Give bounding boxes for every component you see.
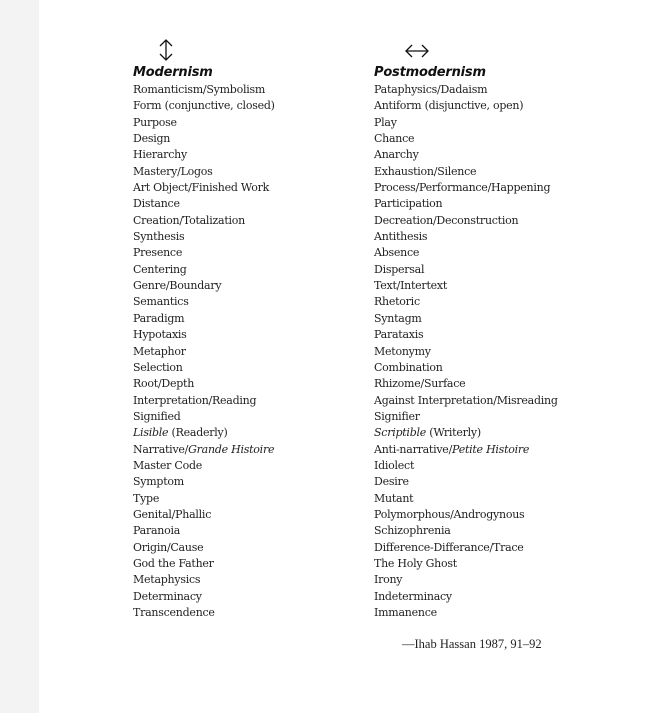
term-text: Immanence	[374, 606, 437, 619]
modernism-term	[133, 213, 363, 229]
term-text: Transcendence	[133, 606, 215, 619]
term-text: Absence	[374, 246, 420, 260]
term-text: God the Father	[133, 556, 214, 570]
term-text: Rhizome/Surface	[374, 377, 466, 391]
term-text: Romanticism/Symbolism	[133, 83, 266, 96]
term-text: Exhaustion/Silence	[374, 164, 477, 178]
modernism-term	[133, 327, 363, 343]
term-text: Symptom	[133, 475, 184, 489]
term-text: Decreation/Deconstruction	[374, 213, 519, 227]
postmodernism-term	[374, 474, 624, 490]
term-text: Metaphor	[133, 344, 186, 358]
term-text: Antithesis	[374, 230, 428, 244]
postmodernism-term	[374, 344, 624, 360]
modernism-term	[133, 278, 363, 294]
term-text: Presence	[133, 246, 183, 260]
term-text: Mastery/Logos	[133, 164, 213, 178]
italic-term: Petite Histoire	[452, 442, 530, 456]
modernism-list	[133, 82, 363, 621]
postmodernism-term	[374, 572, 624, 588]
postmodernism-term	[374, 229, 624, 245]
postmodernism-term	[374, 523, 624, 539]
term-text: Paranoia	[133, 524, 181, 538]
term-text: Centering	[133, 262, 187, 276]
modernism-term	[133, 458, 363, 474]
term-text: Distance	[133, 197, 180, 211]
term-text: Purpose	[133, 115, 177, 129]
term-text: Metonymy	[374, 344, 431, 358]
term-text: Design	[133, 132, 171, 146]
modernism-term	[133, 131, 363, 147]
postmodernism-term	[374, 147, 624, 163]
term-text: Hierarchy	[133, 148, 187, 162]
modernism-term	[133, 425, 363, 441]
postmodernism-term	[374, 425, 624, 441]
term-text: Chance	[374, 132, 415, 146]
term-text: Pataphysics/Dadaism	[374, 83, 488, 96]
postmodernism-term	[374, 115, 624, 131]
postmodernism-term	[374, 491, 624, 507]
postmodernism-term	[374, 98, 624, 114]
postmodernism-term	[374, 605, 624, 621]
modernism-term	[133, 164, 363, 180]
postmodernism-term	[374, 409, 624, 425]
italic-term: Lisible	[133, 426, 169, 440]
postmodernism-term	[374, 327, 624, 343]
postmodernism-term	[374, 311, 624, 327]
term-text: Dispersal	[374, 262, 425, 276]
term-text: Polymorphous/Androgynous	[374, 507, 525, 521]
term-text: Rhetoric	[374, 295, 420, 309]
term-text: Process/Performance/Happening	[374, 181, 551, 195]
modernism-term	[133, 523, 363, 539]
postmodernism-term	[374, 360, 624, 376]
modernism-term	[133, 245, 363, 261]
term-text: Mutant	[374, 491, 414, 505]
modernism-term	[133, 540, 363, 556]
term-text: Combination	[374, 360, 443, 374]
term-text: Genre/Boundary	[133, 279, 222, 293]
modernism-term	[133, 98, 363, 114]
modernism-term	[133, 589, 363, 605]
term-text: Syntagm	[374, 311, 422, 325]
term-text: Semantics	[133, 295, 189, 309]
postmodernism-term	[374, 458, 624, 474]
term-text: Irony	[374, 573, 403, 587]
postmodernism-term	[374, 180, 624, 196]
modernism-term	[133, 376, 363, 392]
postmodernism-term	[374, 131, 624, 147]
modernism-term	[133, 82, 363, 98]
term-text: Anti-narrative/	[374, 442, 453, 456]
term-text: (Writerly)	[426, 426, 481, 440]
modernism-column	[133, 36, 363, 621]
modernism-term	[133, 311, 363, 327]
modernism-term	[133, 180, 363, 196]
postmodernism-term	[374, 294, 624, 310]
term-text: Antiform (disjunctive, open)	[374, 99, 524, 113]
term-text: Difference-Differance/Trace	[374, 540, 524, 554]
italic-term: Scriptible	[374, 426, 427, 440]
postmodernism-term	[374, 245, 624, 261]
postmodernism-term	[374, 262, 624, 278]
term-text: Against Interpretation/Misreading	[374, 393, 558, 407]
document-page	[39, 0, 666, 713]
modernism-term	[133, 147, 363, 163]
term-text: Selection	[133, 360, 183, 374]
modernism-heading: Modernism	[133, 65, 213, 80]
term-text: Text/Intertext	[374, 279, 447, 293]
modernism-term	[133, 196, 363, 212]
modernism-term	[133, 491, 363, 507]
modernism-term	[133, 294, 363, 310]
postmodernism-term	[374, 82, 624, 98]
term-text: Idiolect	[374, 458, 415, 472]
term-text: Root/Depth	[133, 377, 195, 391]
postmodernism-term	[374, 507, 624, 523]
term-text: Paradigm	[133, 311, 185, 325]
modernism-term	[133, 229, 363, 245]
postmodernism-term	[374, 376, 624, 392]
postmodernism-term	[374, 540, 624, 556]
term-text: Creation/Totalization	[133, 213, 245, 227]
term-text: Master Code	[133, 458, 202, 472]
italic-term: Grande Histoire	[188, 442, 275, 456]
postmodernism-term	[374, 164, 624, 180]
postmodernism-term	[374, 196, 624, 212]
postmodernism-term	[374, 393, 624, 409]
term-text: Desire	[374, 475, 409, 489]
modernism-term	[133, 442, 363, 458]
term-text: Type	[133, 491, 160, 505]
term-text: Hypotaxis	[133, 328, 187, 342]
postmodernism-term	[374, 442, 624, 458]
postmodernism-term	[374, 213, 624, 229]
modernism-term	[133, 409, 363, 425]
modernism-term	[133, 344, 363, 360]
modernism-term	[133, 474, 363, 490]
postmodernism-column	[374, 36, 624, 621]
modernism-term	[133, 572, 363, 588]
term-text: Schizophrenia	[374, 524, 451, 538]
term-text: Signified	[133, 409, 181, 423]
modernism-term	[133, 360, 363, 376]
modernism-term	[133, 262, 363, 278]
term-text: Parataxis	[374, 328, 424, 342]
modernism-term	[133, 115, 363, 131]
postmodernism-list	[374, 82, 624, 621]
term-text: Anarchy	[374, 148, 419, 162]
term-text: Participation	[374, 197, 443, 211]
postmodernism-term	[374, 556, 624, 572]
arrow-container	[133, 36, 363, 64]
term-text: Signifier	[374, 409, 420, 423]
term-text: Form (conjunctive, closed)	[133, 99, 275, 113]
attribution: —Ihab Hassan 1987, 91–92	[402, 637, 542, 651]
term-text: Interpretation/Reading	[133, 393, 257, 407]
term-text: Synthesis	[133, 230, 185, 244]
term-text: Determinacy	[133, 589, 202, 603]
term-text: Genital/Phallic	[133, 507, 212, 521]
modernism-term	[133, 507, 363, 523]
term-text: Narrative/	[133, 442, 189, 456]
term-text: Metaphysics	[133, 573, 201, 587]
postmodernism-term	[374, 278, 624, 294]
arrow-container	[374, 36, 624, 64]
modernism-term	[133, 556, 363, 572]
term-text: Origin/Cause	[133, 540, 204, 554]
left-right-arrow-icon	[404, 44, 430, 58]
postmodernism-term	[374, 589, 624, 605]
up-down-arrow-icon	[157, 38, 175, 62]
term-text: Indeterminacy	[374, 589, 452, 603]
term-text: The Holy Ghost	[374, 556, 457, 570]
term-text: Play	[374, 115, 397, 129]
term-text: Art Object/Finished Work	[133, 181, 270, 195]
postmodernism-heading: Postmodernism	[374, 65, 486, 80]
term-text: (Readerly)	[168, 426, 228, 440]
modernism-term	[133, 605, 363, 621]
modernism-term	[133, 393, 363, 409]
